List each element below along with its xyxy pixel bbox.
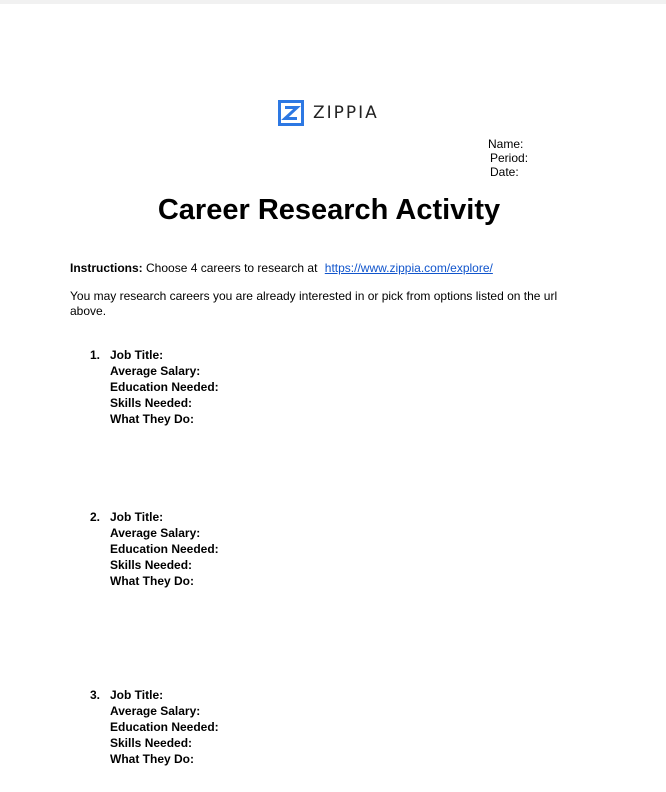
entry-number: 2. <box>90 510 101 524</box>
date-label: Date: <box>490 165 519 179</box>
entry-number: 1. <box>90 348 101 362</box>
career-entry-1 <box>90 347 219 427</box>
instructions-line <box>70 260 493 276</box>
average-salary-label: Average Salary: <box>110 364 201 378</box>
page-title: Career Research Activity <box>157 194 501 226</box>
explore-link[interactable]: https://www.zippia.com/explore/ <box>324 261 493 275</box>
document-page <box>0 4 666 792</box>
skills-needed-label: Skills Needed: <box>110 558 193 572</box>
career-entry-2 <box>90 509 219 589</box>
education-needed-label: Education Needed: <box>110 380 219 394</box>
skills-needed-label: Skills Needed: <box>110 736 193 750</box>
education-needed-label: Education Needed: <box>110 720 219 734</box>
average-salary-label: Average Salary: <box>110 704 201 718</box>
entry-number: 3. <box>90 688 101 702</box>
career-entry-3 <box>90 687 219 767</box>
logo-text: ZIPPIA <box>313 102 379 123</box>
name-label: Name: <box>488 137 524 151</box>
job-title-label: Job Title: <box>110 348 164 362</box>
skills-needed-label: Skills Needed: <box>110 396 193 410</box>
zippia-logo-icon <box>278 100 304 126</box>
instructions-text: Choose 4 careers to research at <box>146 261 318 275</box>
job-title-label: Job Title: <box>110 688 164 702</box>
what-they-do-label: What They Do: <box>110 752 194 766</box>
note-text: You may research careers you are already interested in or pick from options listed on the url above. <box>70 289 558 318</box>
what-they-do-label: What They Do: <box>110 574 194 588</box>
job-title-label: Job Title: <box>110 510 164 524</box>
student-info-block <box>488 137 528 179</box>
zippia-logo <box>278 100 379 126</box>
period-label: Period: <box>490 151 529 165</box>
what-they-do-label: What They Do: <box>110 412 194 426</box>
instructions-label: Instructions: <box>70 261 143 275</box>
average-salary-label: Average Salary: <box>110 526 201 540</box>
education-needed-label: Education Needed: <box>110 542 219 556</box>
